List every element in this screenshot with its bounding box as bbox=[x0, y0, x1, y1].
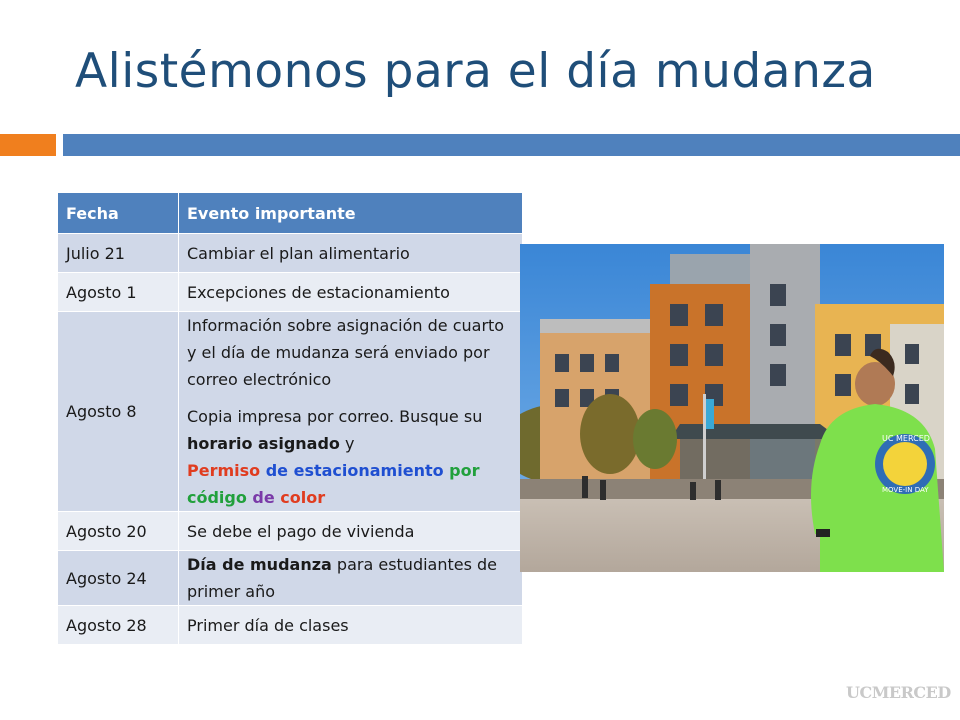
row-date: Agosto 20 bbox=[58, 512, 179, 551]
entrance bbox=[680, 439, 830, 484]
row-date: Agosto 8 bbox=[58, 312, 179, 512]
entrance-canopy bbox=[670, 424, 840, 439]
row-date: Agosto 1 bbox=[58, 273, 179, 312]
row-date: Julio 21 bbox=[58, 234, 179, 273]
row-event: Se debe el pago de vivienda bbox=[179, 512, 523, 551]
permiso-text: Permiso bbox=[187, 461, 261, 480]
header-fecha: Fecha bbox=[58, 193, 179, 234]
row-event bbox=[179, 551, 523, 606]
event-paragraph-2 bbox=[187, 403, 514, 511]
de-text: de bbox=[246, 488, 275, 507]
tree bbox=[580, 394, 640, 474]
table-header-row bbox=[58, 193, 523, 234]
color-text: color bbox=[274, 488, 326, 507]
tree bbox=[633, 409, 677, 469]
event-text: para estudiantes de primer año bbox=[187, 555, 498, 601]
shirt-text: UC MERCED bbox=[882, 434, 930, 443]
codigo-text: código bbox=[187, 488, 247, 507]
event-text: Copia impresa por correo. Busque su bbox=[187, 407, 483, 426]
row-event bbox=[179, 312, 523, 512]
row-date: Agosto 28 bbox=[58, 606, 179, 645]
campus-photo bbox=[520, 244, 944, 572]
accent-bar-blue bbox=[63, 134, 960, 156]
banner bbox=[706, 399, 714, 429]
event-text: y bbox=[339, 434, 355, 453]
shirt-text-2: MOVE-IN DAY bbox=[882, 486, 929, 494]
page-title: Alistémonos para el día mudanza bbox=[75, 44, 876, 99]
table-row bbox=[58, 312, 523, 512]
ucmerced-logo: UCMERCED bbox=[846, 683, 951, 702]
event-bold-text: Día de mudanza bbox=[187, 555, 332, 574]
table-row bbox=[58, 273, 523, 312]
event-bold-text: horario asignado bbox=[187, 434, 340, 453]
campus-photo-svg bbox=[520, 244, 944, 572]
table-row bbox=[58, 606, 523, 645]
table-row bbox=[58, 512, 523, 551]
header-evento: Evento importante bbox=[179, 193, 523, 234]
table-row bbox=[58, 551, 523, 606]
accent-bar-orange bbox=[0, 134, 56, 156]
schedule-table bbox=[58, 193, 523, 644]
pole bbox=[703, 394, 706, 484]
table-row bbox=[58, 234, 523, 273]
por-text: por bbox=[443, 461, 480, 480]
row-event: Excepciones de estacionamiento bbox=[179, 273, 523, 312]
roof bbox=[540, 319, 660, 333]
row-date: Agosto 24 bbox=[58, 551, 179, 606]
roof-structure bbox=[670, 254, 750, 284]
event-paragraph-1: Información sobre asignación de cuarto y el día de mudanza será enviado por correo electrónico bbox=[187, 316, 505, 389]
row-event: Cambiar el plan alimentario bbox=[179, 234, 523, 273]
row-event: Primer día de clases bbox=[179, 606, 523, 645]
estacionamiento-text: de estacionamiento bbox=[260, 461, 444, 480]
